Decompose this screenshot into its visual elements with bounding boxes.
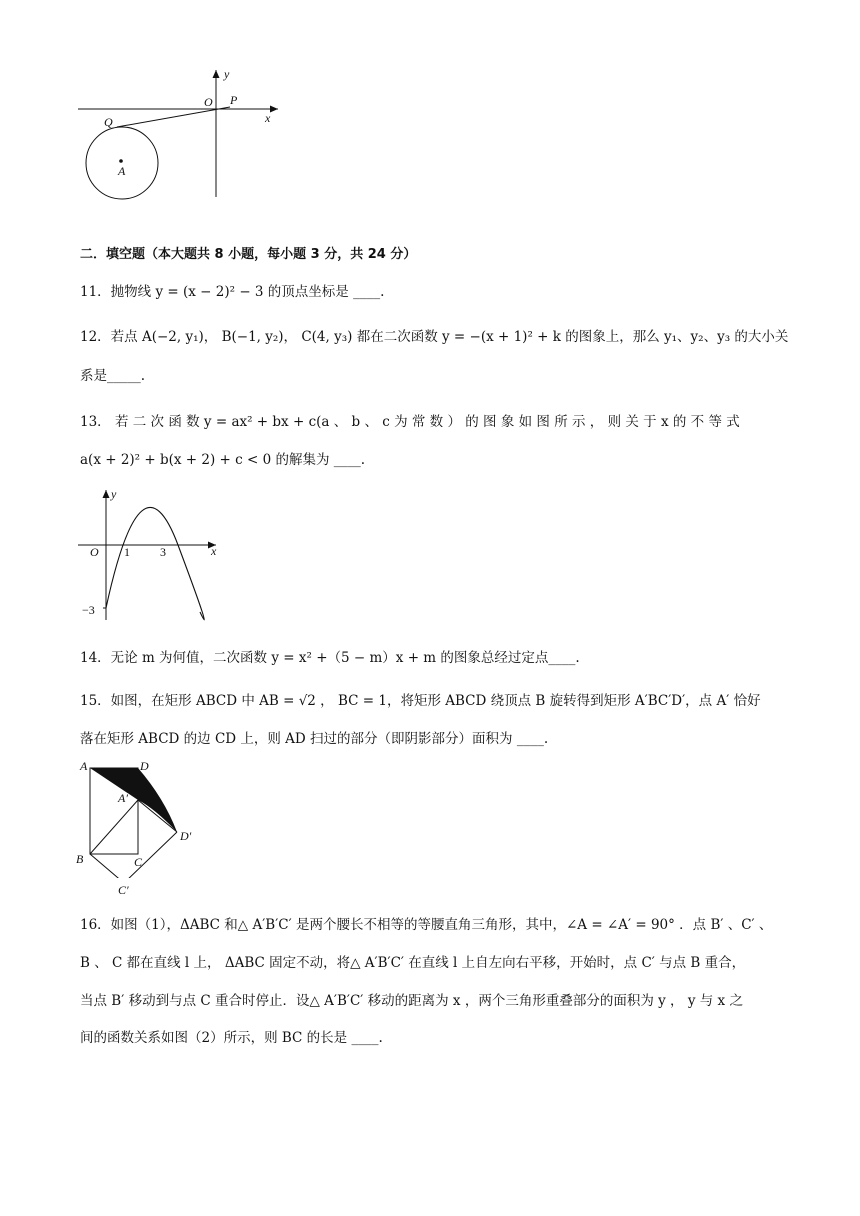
label-p: P	[230, 93, 238, 107]
label-q: Q	[104, 115, 113, 129]
question-16-line4: 间的函数关系如图（2）所示，则 BC 的长是 ____.	[80, 1030, 383, 1046]
question-16-line1: 16．如图（1），ΔABC 和△ A′B′C′ 是两个腰长不相等的等腰直角三角形，其中，∠A = ∠A′ = 90° ．点 B′ 、C′ 、	[80, 917, 773, 933]
graph-label-o: O	[90, 545, 99, 559]
question-13-line1: 13． 若 二 次 函 数 y = ax² + bx + c(a 、 b 、 c 为 常 数 ） 的 图 象 如 图 所 示 ， 则 关 于 x 的 不 等 式	[80, 414, 740, 430]
question-15-line2: 落在矩形 ABCD 的边 CD 上，则 AD 扫过的部分（即阴影部分）面积为 ____.	[80, 731, 549, 747]
label-y: y	[224, 67, 230, 81]
label-A-prime: A′	[118, 791, 128, 805]
question-15-line1: 15．如图，在矩形 ABCD 中 AB = √2 ， BC = 1，将矩形 ABCD 绕顶点 B 旋转得到矩形 A′BC′D′，点 A′ 恰好	[80, 693, 761, 709]
question-13-line2: a(x + 2)² + b(x + 2) + c < 0 的解集为 ____.	[80, 452, 366, 468]
section-title: 二．填空题（本大题共 8 小题，每小题 3 分，共 24 分）	[80, 247, 417, 262]
graph-label-y: y	[111, 487, 117, 501]
label-a: A	[118, 164, 126, 178]
graph-label-1: 1	[124, 545, 130, 559]
graph-label-x: x	[211, 544, 217, 558]
rectangle-rotation-figure	[72, 758, 212, 878]
label-C: C	[134, 855, 143, 869]
question-16-line3: 当点 B′ 移动到与点 C 重合时停止．设△ A′B′C′ 移动的距离为 x ，两个三角形重叠部分的面积为 y ， y 与 x 之	[80, 993, 743, 1009]
graph-label-3: 3	[160, 545, 166, 559]
label-x: x	[265, 111, 271, 125]
label-A: A	[80, 759, 88, 773]
label-o: O	[204, 95, 213, 109]
rectangle-rotation-figure-bottom	[112, 880, 152, 904]
label-D-prime: D′	[180, 829, 192, 843]
question-14: 14．无论 m 为何值，二次函数 y = x² +（5 − m）x + m 的图象总经过定点____.	[80, 650, 580, 666]
question-12-line1: 12．若点 A(−2, y₁)， B(−1, y₂)， C(4, y₃) 都在二次函数 y = −(x + 1)² + k 的图象上，那么 y₁、y₂、y₃ 的大小关	[80, 329, 789, 345]
question-16-line2: B 、 C 都在直线 l 上， ΔABC 固定不动，将△ A′B′C′ 在直线 l 上自左向右平移，开始时，点 C′ 与点 B 重合，	[80, 955, 746, 971]
question-11: 11．抛物线 y = (x − 2)² − 3 的顶点坐标是 ____.	[80, 284, 385, 300]
circle-tangent-figure	[70, 62, 300, 207]
label-D: D	[140, 759, 149, 773]
question-12-line2: 系是_____.	[80, 368, 146, 384]
parabola-graph	[74, 484, 224, 626]
label-B: B	[76, 852, 84, 866]
graph-label-neg3: −3	[82, 603, 95, 617]
label-C-prime: C′	[118, 883, 129, 897]
